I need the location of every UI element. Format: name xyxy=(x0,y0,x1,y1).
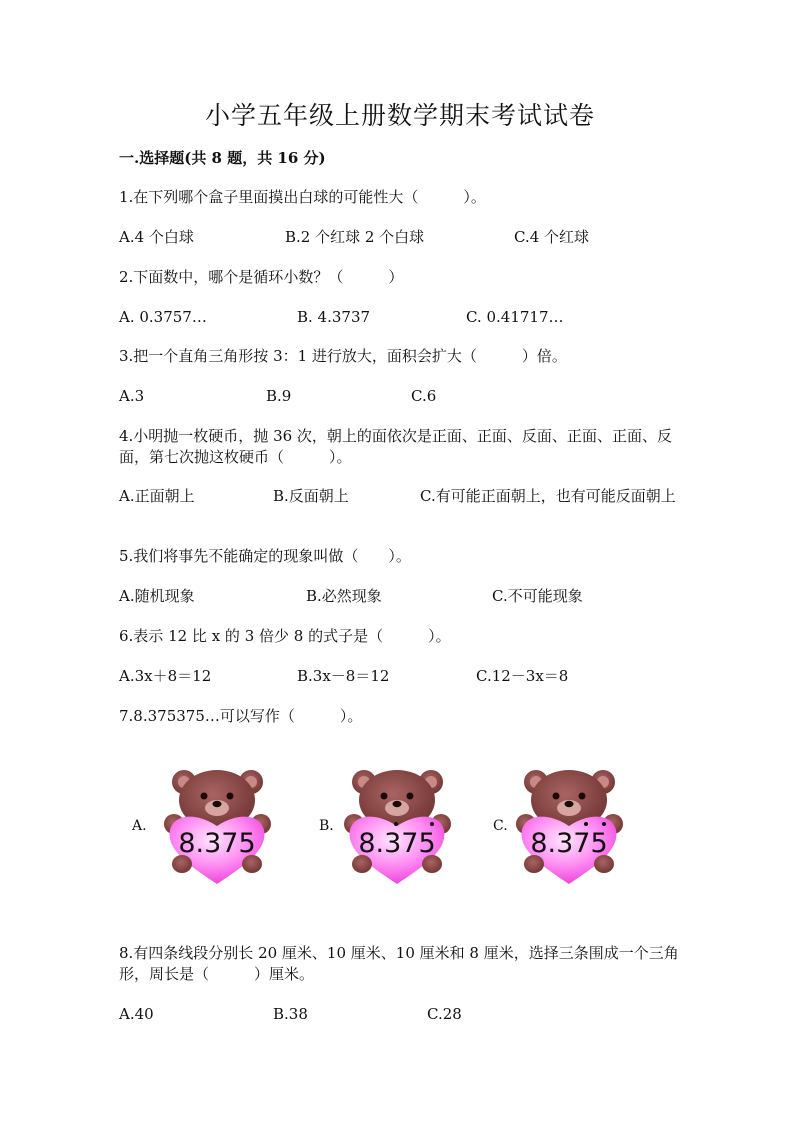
repeat-dot xyxy=(430,822,434,826)
question-3-stem: 3.把一个直角三角形按 3：1 进行放大，面积会扩大（ ）倍。 xyxy=(119,347,567,365)
question-6-stem: 6.表示 12 比 x 的 3 倍少 8 的式子是（ ）。 xyxy=(119,627,451,645)
question-1-option-c[interactable]: C.4 个红球 xyxy=(514,228,590,246)
question-8-option-a[interactable]: A.40 xyxy=(119,1005,154,1023)
question-2-option-a[interactable]: A. 0.3757… xyxy=(119,308,207,326)
question-8-option-c[interactable]: C.28 xyxy=(427,1005,462,1023)
question-2-option-b[interactable]: B. 4.3737 xyxy=(297,308,371,326)
question-2-stem: 2.下面数中，哪个是循环小数？（ ） xyxy=(119,268,404,286)
question-6-option-b[interactable]: B.3x－8＝12 xyxy=(297,667,390,685)
bear-heart-option-a[interactable] xyxy=(160,766,275,890)
question-8-stem: 8.有四条线段分别长 20 厘米、10 厘米、10 厘米和 8 厘米，选择三条围成一个三角形，周长是（ ）厘米。 xyxy=(119,944,679,983)
bear-heart-option-c[interactable] xyxy=(512,766,627,890)
bear-number: 8.375 xyxy=(358,828,436,859)
repeat-dot xyxy=(602,822,606,826)
question-5-option-b[interactable]: B.必然现象 xyxy=(306,587,382,605)
question-4-option-b[interactable]: B.反面朝上 xyxy=(273,487,349,505)
question-4-stem: 4.小明抛一枚硬币，抛 36 次，朝上的面依次是正面、正面、反面、正面、正面、反面，第七次抛这枚硬币（ ）。 xyxy=(119,427,672,466)
question-2-option-c[interactable]: C. 0.41717… xyxy=(466,308,564,326)
question-3-option-c[interactable]: C.6 xyxy=(411,387,437,405)
bear-number: 8.375 xyxy=(530,828,608,859)
question-7-option-b-label[interactable]: B. xyxy=(319,818,334,834)
question-3-option-b[interactable]: B.9 xyxy=(266,387,292,405)
question-6-option-c[interactable]: C.12－3x＝8 xyxy=(476,667,569,685)
repeat-dot xyxy=(584,822,588,826)
question-4-option-c[interactable]: C.有可能正面朝上，也有可能反面朝上 xyxy=(420,487,676,505)
question-1-stem: 1.在下列哪个盒子里面摸出白球的可能性大（ ）。 xyxy=(119,188,486,206)
question-8-option-b[interactable]: B.38 xyxy=(273,1005,308,1023)
question-7-stem: 7.8.375375…可以写作（ ）。 xyxy=(119,707,363,725)
question-1-option-a[interactable]: A.4 个白球 xyxy=(119,228,194,246)
section-heading: 一.选择题(共 8 题，共 16 分) xyxy=(119,149,326,167)
question-3-option-a[interactable]: A.3 xyxy=(119,387,145,405)
question-6-option-a[interactable]: A.3x＋8＝12 xyxy=(119,667,212,685)
question-5-option-c[interactable]: C.不可能现象 xyxy=(492,587,583,605)
question-5-option-a[interactable]: A.随机现象 xyxy=(119,587,195,605)
question-5-stem: 5.我们将事先不能确定的现象叫做（ ）。 xyxy=(119,547,411,565)
bear-heart-option-b[interactable] xyxy=(340,766,455,890)
question-1-option-b[interactable]: B.2 个红球 2 个白球 xyxy=(285,228,425,246)
question-4-option-a[interactable]: A.正面朝上 xyxy=(119,487,195,505)
bear-number: 8.375 xyxy=(178,828,256,859)
page-title: 小学五年级上册数学期末考试试卷 xyxy=(204,101,595,130)
question-7-option-a-label[interactable]: A. xyxy=(132,818,147,834)
question-7-option-c-label[interactable]: C. xyxy=(493,818,508,834)
repeat-dot xyxy=(394,822,398,826)
